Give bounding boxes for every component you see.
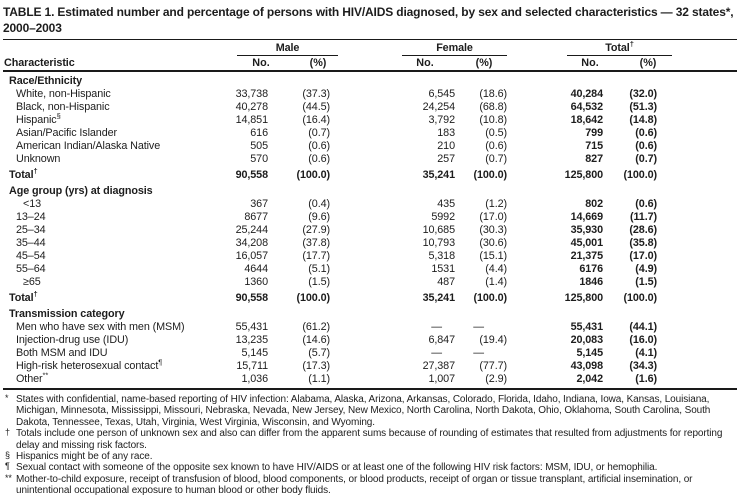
row-label xyxy=(3,140,221,153)
female-pct-cell: (1.4) xyxy=(485,276,507,288)
footnote-text: Mother-to-child exposure, receipt of transfusion of blood, blood components, or blood products, receipt of organ or tissue transplant, artificial insemination, or unintentional occupational exposure to human blood or other body fluids. xyxy=(16,473,693,497)
table-grid xyxy=(3,75,737,386)
total-no-cell: 35,930 xyxy=(570,224,603,236)
row-label-sup: † xyxy=(33,166,38,176)
header-rule xyxy=(3,70,737,72)
female-no-cell: 1,007 xyxy=(428,373,455,385)
row-spacer xyxy=(660,198,737,211)
total-no-cell: 6176 xyxy=(579,263,603,275)
male-pct-cell: (37.8) xyxy=(302,237,330,249)
row-label-sup: ¶ xyxy=(158,357,163,367)
total-pct-cell: (0.6) xyxy=(635,198,657,210)
total-pct-cell: (32.0) xyxy=(629,88,657,100)
female-pct-header: (%) xyxy=(475,57,493,69)
female-no-cell: 6,545 xyxy=(428,88,455,100)
male-pct-cell: (1.1) xyxy=(308,373,330,385)
row-label-text: Men who have sex with men (MSM) xyxy=(16,321,185,333)
total-pct-cell: (0.6) xyxy=(635,127,657,139)
female-pct-cell: (10.8) xyxy=(479,114,507,126)
total-no-cell: 827 xyxy=(585,153,603,165)
row-spacer xyxy=(660,88,737,101)
row-spacer xyxy=(660,140,737,153)
male-group-underline xyxy=(237,55,338,56)
total-pct-cell: (34.3) xyxy=(629,360,657,372)
table-body xyxy=(3,75,737,386)
footnote-marker: * xyxy=(5,393,9,403)
row-label-text: ≥65 xyxy=(23,276,41,288)
female-group-underline xyxy=(402,55,507,56)
female-pct-cell: (15.1) xyxy=(479,250,507,262)
table-title-line1: TABLE 1. Estimated number and percentage of persons with HIV/AIDS diagnosed, by sex and selected characteristics — 32 states*, xyxy=(3,5,734,19)
female-pct-cell: (1.2) xyxy=(485,198,507,210)
male-pct-cell: (5.7) xyxy=(308,347,330,359)
female-no-cell: 10,793 xyxy=(422,237,455,249)
male-no-cell: 16,057 xyxy=(235,250,268,262)
row-spacer xyxy=(660,237,737,250)
total-pct-cell: (4.9) xyxy=(635,263,657,275)
row-label xyxy=(3,224,221,237)
male-no-cell: 90,558 xyxy=(235,292,268,304)
male-no-cell: 8677 xyxy=(244,211,268,223)
footnote xyxy=(3,451,737,462)
female-pct-cell: (30.6) xyxy=(479,237,507,249)
table-header xyxy=(3,40,737,70)
female-pct-cell: (100.0) xyxy=(473,169,507,181)
row-spacer xyxy=(660,114,737,127)
female-pct-cell: (100.0) xyxy=(473,292,507,304)
total-pct-cell: (28.6) xyxy=(629,224,657,236)
female-no-cell: 6,847 xyxy=(428,334,455,346)
total-pct-cell: (11.7) xyxy=(629,211,657,223)
footnote-text: Hispanics might be of any race. xyxy=(16,451,153,463)
row-label-text: 13–24 xyxy=(16,211,46,223)
total-pct-cell: (51.3) xyxy=(629,101,657,113)
footnote-marker: ** xyxy=(5,472,12,483)
male-no-cell: 1360 xyxy=(244,276,268,288)
row-label xyxy=(3,88,221,101)
female-pct-cell: (30.3) xyxy=(479,224,507,236)
footnote-text: Sexual contact with someone of the opposite sex known to have HIV/AIDS or at least one of the following HIV risk factors: MSM, IDU, or hemophilia. xyxy=(16,462,658,474)
female-pct-cell: (0.7) xyxy=(485,153,507,165)
male-no-cell: 616 xyxy=(250,127,268,139)
female-no-cell: 183 xyxy=(437,127,455,139)
row-label xyxy=(3,101,221,114)
total-no-cell: 20,083 xyxy=(570,334,603,346)
female-pct-cell: — xyxy=(473,321,484,333)
row-label-text: White, non-Hispanic xyxy=(16,88,111,100)
column-group-male-label: Male xyxy=(275,42,300,54)
row-label-sup: † xyxy=(33,289,38,299)
footnote xyxy=(3,394,737,428)
female-no-cell: 35,241 xyxy=(422,169,455,181)
female-pct-cell: (4.4) xyxy=(485,263,507,275)
female-pct-cell: (77.7) xyxy=(479,360,507,372)
female-pct-cell: (2.9) xyxy=(485,373,507,385)
total-no-cell: 1846 xyxy=(579,276,603,288)
total-pct-cell: (100.0) xyxy=(623,169,657,181)
row-spacer xyxy=(660,321,737,334)
male-no-header: No. xyxy=(252,57,270,69)
total-no-cell: 21,375 xyxy=(570,250,603,262)
male-pct-cell: (5.1) xyxy=(308,263,330,275)
male-no-cell: 90,558 xyxy=(235,169,268,181)
row-label-text: Hispanic xyxy=(16,114,57,126)
male-pct-header: (%) xyxy=(309,57,327,69)
male-pct-cell: (27.9) xyxy=(302,224,330,236)
table-title xyxy=(3,5,739,36)
female-pct-cell: — xyxy=(473,347,484,359)
footnote-marker: § xyxy=(5,450,10,461)
row-spacer xyxy=(660,127,737,140)
female-no-cell: 210 xyxy=(437,140,455,152)
row-label-text: 45–54 xyxy=(16,250,46,262)
male-no-cell: 15,711 xyxy=(236,360,268,372)
total-no-cell: 43,098 xyxy=(570,360,603,372)
male-pct-cell: (100.0) xyxy=(296,292,330,304)
male-pct-cell: (100.0) xyxy=(296,169,330,181)
female-pct-cell: (68.8) xyxy=(479,101,507,113)
total-no-cell: 55,431 xyxy=(570,321,603,333)
total-no-header: No. xyxy=(581,57,599,69)
column-group-male xyxy=(237,42,338,54)
row-label xyxy=(3,347,221,360)
male-no-cell: 14,851 xyxy=(235,114,268,126)
row-spacer xyxy=(660,166,737,182)
male-pct-cell: (0.7) xyxy=(308,127,330,139)
footnote xyxy=(3,474,737,497)
row-label xyxy=(3,211,221,224)
total-no-cell: 64,532 xyxy=(570,101,603,113)
row-spacer xyxy=(660,334,737,347)
total-no-cell: 802 xyxy=(585,198,603,210)
row-label-text: Other xyxy=(16,373,43,385)
total-no-cell: 5,145 xyxy=(576,347,603,359)
row-label-text: Injection-drug use (IDU) xyxy=(16,334,129,346)
male-no-cell: 5,145 xyxy=(241,347,268,359)
row-spacer xyxy=(660,153,737,166)
total-pct-cell: (0.7) xyxy=(635,153,657,165)
total-no-cell: 125,800 xyxy=(564,169,603,181)
male-no-cell: 40,278 xyxy=(235,101,268,113)
female-no-cell: 5992 xyxy=(431,211,455,223)
male-no-cell: 570 xyxy=(250,153,268,165)
female-no-cell: 435 xyxy=(437,198,455,210)
total-no-cell: 799 xyxy=(585,127,603,139)
row-label xyxy=(3,321,221,334)
female-no-cell: 27,387 xyxy=(422,360,455,372)
row-spacer xyxy=(660,276,737,289)
row-label xyxy=(3,111,221,127)
row-label-sup: ** xyxy=(42,370,49,380)
footnote-text: States with confidential, name-based reporting of HIV infection: Alabama, Alaska, Arizona, Arkansas, Colorado, Florida, Idaho, Indiana, Iowa, Kansas, Louisiana, Michigan, Minnesota, Mississippi, Missouri, Nebraska, Nevada, New Jersey, New Mexico, North Carolina, North Dakota, Ohio, Oklahoma, South Carolina, South Dakota, Tennessee, Texas, Utah, Virginia, West Virginia, Wisconsin, and Wyoming. xyxy=(16,394,711,428)
female-no-cell: — xyxy=(431,321,442,333)
male-no-cell: 34,208 xyxy=(235,237,268,249)
row-label-text: American Indian/Alaska Native xyxy=(16,140,161,152)
row-label xyxy=(3,334,221,347)
male-no-cell: 367 xyxy=(250,198,268,210)
column-group-total-label: Total xyxy=(605,42,630,54)
total-pct-header: (%) xyxy=(639,57,657,69)
total-pct-cell: (44.1) xyxy=(629,321,657,333)
row-spacer xyxy=(660,373,737,386)
data-table xyxy=(3,39,737,497)
row-spacer xyxy=(660,347,737,360)
total-group-underline xyxy=(567,55,672,56)
female-no-cell: 3,792 xyxy=(428,114,455,126)
row-label xyxy=(3,289,221,305)
male-pct-cell: (0.6) xyxy=(308,153,330,165)
row-label xyxy=(3,153,221,166)
footnotes xyxy=(3,394,737,497)
total-no-cell: 18,642 xyxy=(570,114,603,126)
bottom-rule xyxy=(3,388,737,390)
male-pct-cell: (61.2) xyxy=(302,321,330,333)
column-group-total xyxy=(567,39,672,54)
row-label xyxy=(3,357,221,373)
female-no-cell: 257 xyxy=(437,153,455,165)
male-pct-cell: (1.5) xyxy=(308,276,330,288)
row-label-text: 35–44 xyxy=(16,237,46,249)
male-pct-cell: (17.7) xyxy=(302,250,330,262)
total-no-cell: 40,284 xyxy=(570,88,603,100)
footnote-marker: † xyxy=(5,427,10,438)
female-no-cell: — xyxy=(431,347,442,359)
female-no-cell: 35,241 xyxy=(422,292,455,304)
total-pct-cell: (17.0) xyxy=(629,250,657,262)
footnote xyxy=(3,462,737,473)
column-group-total-sup: † xyxy=(629,39,634,49)
total-pct-cell: (35.8) xyxy=(629,237,657,249)
male-pct-cell: (17.3) xyxy=(302,360,330,372)
section-header: Transmission category xyxy=(9,308,125,320)
row-label xyxy=(3,198,221,211)
section-header: Age group (yrs) at diagnosis xyxy=(9,185,153,197)
row-label-text: Both MSM and IDU xyxy=(16,347,108,359)
female-pct-cell: (19.4) xyxy=(479,334,507,346)
male-no-cell: 4644 xyxy=(244,263,268,275)
female-no-cell: 24,254 xyxy=(422,101,455,113)
male-no-cell: 505 xyxy=(250,140,268,152)
total-pct-cell: (16.0) xyxy=(629,334,657,346)
male-no-cell: 55,431 xyxy=(235,321,268,333)
row-label-text: Black, non-Hispanic xyxy=(16,101,110,113)
row-label xyxy=(3,127,221,140)
total-no-cell: 45,001 xyxy=(570,237,603,249)
female-pct-cell: (0.5) xyxy=(485,127,507,139)
row-label-text: 25–34 xyxy=(16,224,46,236)
total-pct-cell: (14.8) xyxy=(629,114,657,126)
total-pct-cell: (4.1) xyxy=(635,347,657,359)
row-spacer xyxy=(660,360,737,373)
male-pct-cell: (9.6) xyxy=(308,211,330,223)
total-no-cell: 125,800 xyxy=(564,292,603,304)
row-label xyxy=(3,166,221,182)
characteristic-header: Characteristic xyxy=(4,57,75,69)
row-label-text: Total xyxy=(9,292,34,304)
male-pct-cell: (44.5) xyxy=(302,101,330,113)
footnote xyxy=(3,428,737,451)
male-no-cell: 1,036 xyxy=(241,373,268,385)
female-pct-cell: (17.0) xyxy=(479,211,507,223)
row-spacer xyxy=(660,224,737,237)
female-no-cell: 487 xyxy=(437,276,455,288)
row-label-text: Unknown xyxy=(16,153,61,165)
female-no-cell: 5,318 xyxy=(428,250,455,262)
row-spacer xyxy=(660,263,737,276)
total-no-cell: 2,042 xyxy=(576,373,603,385)
row-label-text: <13 xyxy=(23,198,42,210)
row-label-text: High-risk heterosexual contact xyxy=(16,360,159,372)
total-no-cell: 14,669 xyxy=(570,211,603,223)
male-pct-cell: (14.6) xyxy=(302,334,330,346)
row-label xyxy=(3,250,221,263)
row-label xyxy=(3,276,221,289)
female-no-cell: 1531 xyxy=(431,263,455,275)
male-no-cell: 13,235 xyxy=(235,334,268,346)
row-spacer xyxy=(660,289,737,305)
male-no-cell: 25,244 xyxy=(235,224,268,236)
section-header: Race/Ethnicity xyxy=(9,75,83,87)
male-pct-cell: (37.3) xyxy=(302,88,330,100)
male-pct-cell: (0.6) xyxy=(308,140,330,152)
row-label xyxy=(3,237,221,250)
row-spacer xyxy=(660,101,737,114)
row-label xyxy=(3,263,221,276)
row-label-text: Asian/Pacific Islander xyxy=(16,127,118,139)
column-group-female xyxy=(402,42,507,54)
female-pct-cell: (0.6) xyxy=(485,140,507,152)
total-pct-cell: (100.0) xyxy=(623,292,657,304)
footnote-text: Totals include one person of unknown sex and also can differ from the apparent sums because of rounding of estimates that resulted from adjustments for reporting delay and missing risk factors. xyxy=(16,428,723,451)
row-label-sup: § xyxy=(56,111,61,121)
row-label-text: Total xyxy=(9,169,34,181)
row-label xyxy=(3,370,221,386)
male-pct-cell: (16.4) xyxy=(302,114,330,126)
female-no-header: No. xyxy=(416,57,434,69)
column-group-female-label: Female xyxy=(436,42,473,54)
row-label-text: 55–64 xyxy=(16,263,46,275)
table-title-line2: 2000–2003 xyxy=(3,20,62,35)
footnote-marker: ¶ xyxy=(5,461,10,472)
female-pct-cell: (18.6) xyxy=(479,88,507,100)
total-pct-cell: (1.5) xyxy=(635,276,657,288)
row-spacer xyxy=(660,211,737,224)
row-spacer xyxy=(660,250,737,263)
female-no-cell: 10,685 xyxy=(422,224,455,236)
total-no-cell: 715 xyxy=(585,140,603,152)
male-pct-cell: (0.4) xyxy=(308,198,330,210)
total-pct-cell: (0.6) xyxy=(635,140,657,152)
male-no-cell: 33,738 xyxy=(235,88,268,100)
total-pct-cell: (1.6) xyxy=(635,373,657,385)
